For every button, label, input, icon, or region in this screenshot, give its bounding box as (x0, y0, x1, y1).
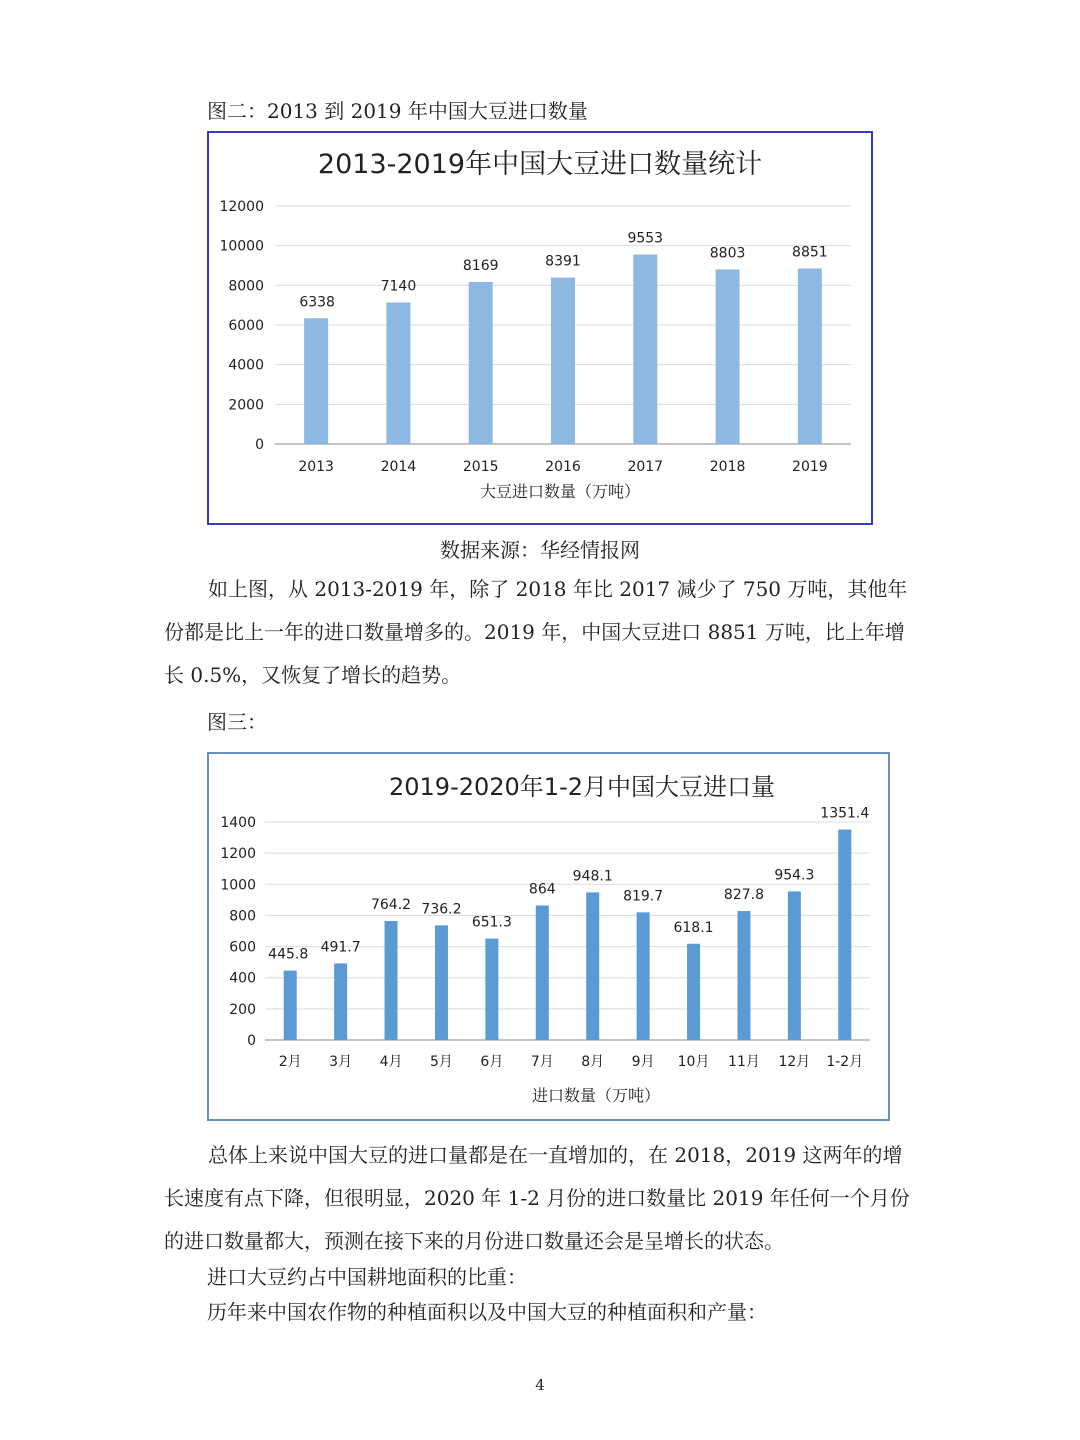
chart1-x-tick-label: 2016 (545, 459, 581, 475)
chart2-data-label: 1351.4 (820, 805, 870, 822)
chart-2-svg (209, 754, 888, 1119)
chart2-y-tick-label: 1000 (220, 877, 256, 894)
chart2-x-tick-label: 4月 (379, 1054, 403, 1070)
chart2-bar (284, 971, 297, 1040)
chart1-x-tick-label: 2014 (380, 459, 417, 475)
chart2-data-label: 954.3 (774, 867, 815, 884)
chart2-y-tick-label: 1200 (220, 846, 256, 863)
chart2-data-label: 445.8 (268, 946, 309, 963)
chart1-bar (386, 302, 410, 444)
chart2-x-tick-label: 10月 (677, 1054, 710, 1070)
chart2-y-tick-label: 1400 (220, 815, 256, 831)
chart2-data-label: 736.2 (421, 901, 462, 918)
chart2-bar (788, 891, 801, 1040)
chart1-y-tick-label: 12000 (219, 199, 264, 215)
chart1-bar (798, 268, 822, 444)
paragraph-1: 如上图，从 2013-2019 年，除了 2018 年比 2017 减少了 750 万吨，其他年份都是比上一年的进口数量增多的。2019 年，中国大豆进口 8851 万吨，比上年增长 0.5%，又恢复了增长的趋势。 (164, 577, 908, 687)
chart2-x-tick-label: 6月 (480, 1054, 504, 1070)
chart1-bar (551, 278, 575, 444)
chart2-data-label: 827.8 (723, 887, 765, 904)
line-planting: 历年来中国农作物的种植面积以及中国大豆的种植面积和产量： (207, 1300, 767, 1324)
chart1-x-axis-title: 大豆进口数量（万吨） (479, 482, 641, 501)
chart2-bar (637, 912, 650, 1040)
chart2-x-tick-label: 8月 (581, 1054, 605, 1070)
chart1-bar (633, 255, 657, 444)
chart2-data-label: 491.7 (320, 939, 361, 956)
chart1-y-tick-label: 4000 (228, 357, 264, 374)
chart2-bar (838, 830, 851, 1040)
paragraph-2: 总体上来说中国大豆的进口量都是在一直增加的，在 2018，2019 这两年的增长速度有点下降，但很明显，2020 年 1-2 月份的进口数量比 2019 年任何一个月份的进口数量都大，预测在接下来的月份进口数量还会是呈增长的状态。 (164, 1143, 910, 1253)
chart2-x-tick-label: 12月 (778, 1054, 811, 1070)
chart1-x-tick-label: 2018 (709, 459, 746, 475)
chart1-y-tick-label: 8000 (228, 278, 264, 295)
chart1-y-tick-label: 6000 (228, 318, 264, 334)
chart2-x-tick-label: 11月 (728, 1054, 760, 1070)
chart2-data-label: 864 (528, 881, 556, 898)
chart1-data-label: 7140 (380, 278, 417, 295)
chart2-bar (687, 944, 700, 1040)
chart2-x-tick-label: 1-2月 (826, 1054, 864, 1070)
data-source: 数据来源：华经情报网 (440, 538, 640, 562)
chart2-x-tick-label: 9月 (631, 1054, 655, 1070)
chart2-y-tick-label: 800 (229, 908, 256, 925)
chart1-x-tick-label: 2017 (627, 459, 664, 475)
chart1-bar (469, 282, 493, 444)
chart2-bar (385, 921, 398, 1040)
chart2-data-label: 651.3 (471, 914, 512, 931)
chart1-y-tick-label: 10000 (219, 238, 264, 255)
chart1-data-label: 9553 (627, 230, 664, 247)
line-soy-share: 进口大豆约占中国耕地面积的比重： (207, 1265, 527, 1289)
chart1-data-label: 8169 (462, 257, 499, 274)
chart2-x-tick-label: 3月 (329, 1054, 353, 1070)
chart2-x-tick-label: 5月 (429, 1054, 453, 1070)
chart1-data-label: 8851 (792, 244, 828, 261)
chart2-data-label: 948.1 (572, 868, 613, 885)
chart1-title: 2013-2019年中国大豆进口数量统计 (317, 149, 763, 180)
chart2-y-tick-label: 400 (229, 970, 256, 987)
chart1-data-label: 6338 (299, 294, 335, 311)
chart-soybean-imports-monthly (207, 752, 890, 1121)
chart1-bar (304, 318, 328, 444)
chart2-data-label: 764.2 (370, 897, 412, 914)
chart2-x-tick-label: 2月 (278, 1054, 302, 1070)
chart2-data-label: 819.7 (623, 888, 664, 905)
chart2-x-axis-title: 进口数量（万吨） (531, 1086, 661, 1105)
chart2-y-tick-label: 200 (229, 1001, 256, 1018)
chart2-title: 2019-2020年1-2月中国大豆进口量 (388, 773, 776, 801)
chart2-bar (435, 925, 448, 1040)
chart1-y-tick-label: 0 (255, 437, 264, 453)
chart2-bar (737, 911, 750, 1040)
chart2-data-label: 618.1 (673, 919, 714, 936)
chart1-bar (716, 269, 740, 444)
chart2-bar (485, 939, 498, 1040)
chart1-data-label: 8803 (709, 245, 746, 262)
chart1-x-tick-label: 2013 (298, 459, 334, 475)
figure-2-caption: 图二：2013 到 2019 年中国大豆进口数量 (207, 99, 588, 123)
chart1-data-label: 8391 (545, 253, 581, 270)
chart2-y-tick-label: 600 (229, 939, 256, 956)
chart-1-svg (209, 133, 871, 523)
chart2-x-tick-label: 7月 (530, 1054, 554, 1070)
chart2-bar (334, 963, 347, 1040)
chart1-x-tick-label: 2015 (462, 459, 499, 475)
figure-3-caption: 图三： (207, 710, 267, 734)
chart2-bar (536, 905, 549, 1040)
page-number: 4 (535, 1376, 545, 1394)
chart1-y-tick-label: 2000 (228, 397, 264, 414)
chart-soybean-imports-2013-2019 (207, 131, 873, 525)
chart1-x-tick-label: 2019 (792, 459, 828, 475)
chart2-y-tick-label: 0 (247, 1033, 256, 1049)
chart2-bar (586, 892, 599, 1040)
